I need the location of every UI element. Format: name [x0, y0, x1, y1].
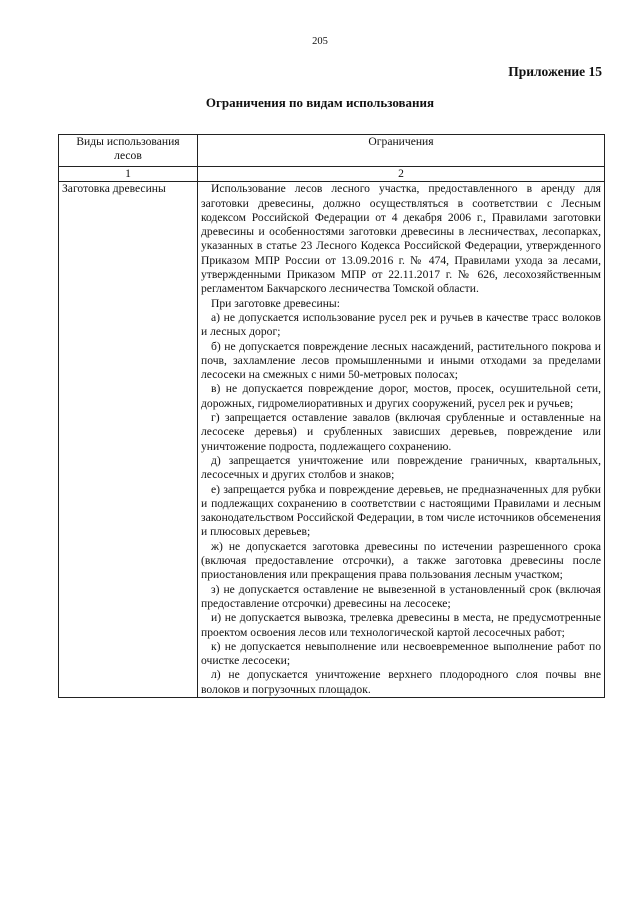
restriction-item-l: л) не допускается уничтожение верхнего плодородного слоя почвы вне волоков и погрузочных площадок.: [201, 668, 601, 696]
restriction-item-b: б) не допускается повреждение лесных насаждений, растительного покрова и почв, захламление лесов промышленными и иными отходами за пределами лесосеки на смежных с ними 50-метровых полосах;: [201, 339, 601, 382]
restriction-intro: Использование лесов лесного участка, предоставленного в аренду для заготовки древесины, должно осуществляться в соответствии с Лесным кодексом Российской Федерации от 4 декабря 2006 г., Правилами заготовки древесины и особенностями заготовки древесины в лесничествах, лесопарках, указанных в статье 23 Лесного Кодекса Российской Федерации, утвержденного Приказом МПР России от 13.09.2016 г. № 474, Правилами ухода за лесами, утвержденными Приказом МПР от 22.11.2017 г. № 626, лесохозяйственным регламентом Бакчарского лесничества Томской области.: [201, 182, 601, 296]
restriction-item-a: а) не допускается использование русел рек и ручьев в качестве трасс волоков и лесных дорог;: [201, 310, 601, 339]
restrictions-table: [58, 134, 605, 698]
document-title: Ограничения по видам использования: [205, 95, 435, 110]
restriction-item-zh: ж) не допускается заготовка древесины по истечении разрешенного срока (включая предоставление отсрочки), а также заготовка древесины после приостановления или прекращения права пользования лесным участком;: [201, 539, 601, 582]
restriction-item-z: з) не допускается оставление не вывезенной в установленный срок (включая предоставление отсрочки) древесины на лесосеке;: [201, 582, 601, 610]
restriction-item-k: к) не допускается невыполнение или несвоевременное выполнение работ по очистке лесосеки;: [201, 639, 601, 668]
column-number-2: 2: [198, 167, 605, 182]
header-usage-types: Виды использования лесов: [59, 135, 198, 167]
restriction-item-e: е) запрещается рубка и повреждение деревьев, не предназначенных для рубки и подлежащих сохранению в соответствии с настоящими Правилами и лесным законодательством Российской Федерации, в том числе источников обсеменения и плюсовых деревьев;: [201, 482, 601, 539]
restriction-item-g: г) запрещается оставление завалов (включая срубленные и оставленные на лесосеке деревья) и срубленных зависших деревьев, повреждение или уничтожение подроста, подлежащего сохранению.: [201, 411, 601, 453]
header-restrictions: Ограничения: [198, 135, 605, 167]
restriction-item-d: д) запрещается уничтожение или повреждение граничных, квартальных, лесосечных и других столбов и знаков;: [201, 453, 601, 482]
column-number-1: 1: [59, 167, 198, 182]
restriction-lead: При заготовке древесины:: [211, 296, 340, 310]
restriction-item-v: в) не допускается повреждение дорог, мостов, просек, осушительной сети, дорожных, гидромелиоративных и других сооружений, русел рек и ручьев;: [201, 382, 601, 410]
table-header-row: [59, 135, 605, 167]
page-number: 205: [312, 36, 328, 47]
usage-type-cell: Заготовка древесины: [59, 182, 198, 698]
restriction-item-i: и) не допускается вывозка, трелевка древесины в места, не предусмотренные проектом освоения лесов или технологической картой лесосечных работ;: [201, 611, 601, 639]
restrictions-cell: [198, 182, 605, 698]
column-number-row: [59, 167, 605, 182]
appendix-label: Приложение 15: [508, 64, 602, 79]
table-row: [59, 182, 605, 698]
